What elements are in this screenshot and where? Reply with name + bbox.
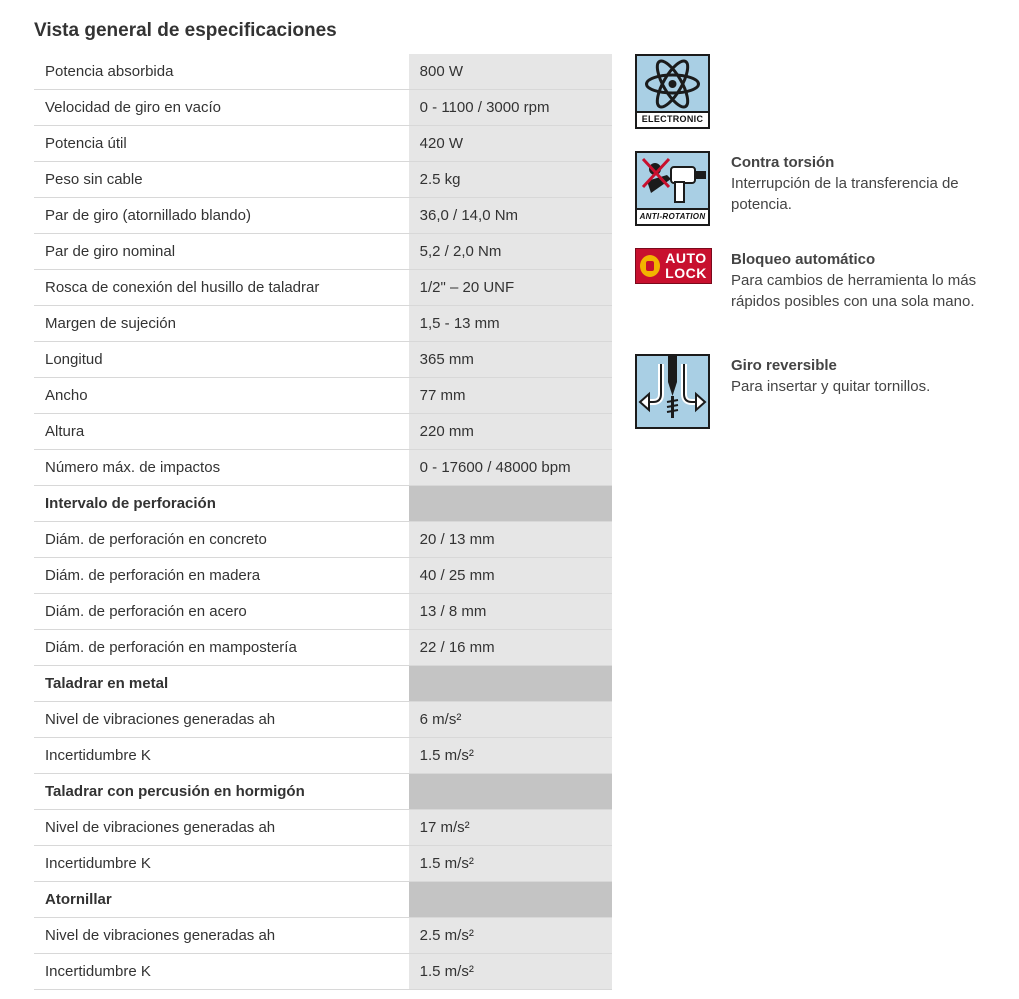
spec-label: Rosca de conexión del husillo de taladrar (34, 270, 409, 306)
spec-row (34, 702, 612, 738)
spec-value: 13 / 8 mm (409, 594, 612, 630)
spec-value (409, 882, 612, 918)
spec-value: 40 / 25 mm (409, 558, 612, 594)
spec-label: Incertidumbre K (34, 846, 409, 882)
auto-lock-label (662, 251, 710, 281)
spec-value (409, 666, 612, 702)
spec-row (34, 378, 612, 414)
section-row (34, 666, 612, 702)
spec-label: Nivel de vibraciones generadas ah (34, 702, 409, 738)
spec-label: Longitud (34, 342, 409, 378)
spec-label: Diám. de perforación en madera (34, 558, 409, 594)
anti-rotation-text (731, 152, 991, 215)
feature-title: Giro reversible (731, 357, 837, 374)
section-row (34, 774, 612, 810)
spec-value (409, 774, 612, 810)
auto-lock-line-2: LOCK (665, 265, 707, 281)
spec-value: 2.5 kg (409, 162, 612, 198)
spec-label: Incertidumbre K (34, 954, 409, 990)
spec-row (34, 414, 612, 450)
spec-value: 1.5 m/s² (409, 954, 612, 990)
spec-row (34, 234, 612, 270)
spec-row (34, 126, 612, 162)
spec-row (34, 90, 612, 126)
spec-label: Peso sin cable (34, 162, 409, 198)
spec-label: Margen de sujeción (34, 306, 409, 342)
spec-row (34, 522, 612, 558)
spec-value: 420 W (409, 126, 612, 162)
spec-row (34, 954, 612, 990)
anti-rotation-drill-icon (635, 151, 710, 226)
spec-label: Diám. de perforación en concreto (34, 522, 409, 558)
spec-value: 20 / 13 mm (409, 522, 612, 558)
spec-value: 800 W (409, 54, 612, 90)
spec-value: 22 / 16 mm (409, 630, 612, 666)
spec-value: 0 - 1100 / 3000 rpm (409, 90, 612, 126)
section-heading: Atornillar (34, 882, 409, 918)
section-row (34, 882, 612, 918)
spec-label: Número máx. de impactos (34, 450, 409, 486)
spec-label: Potencia útil (34, 126, 409, 162)
spec-row (34, 918, 612, 954)
page-title: Vista general de especificaciones (34, 20, 337, 41)
spec-label: Nivel de vibraciones generadas ah (34, 918, 409, 954)
spec-row (34, 306, 612, 342)
spec-row (34, 594, 612, 630)
spec-row (34, 738, 612, 774)
spec-value: 1/2" – 20 UNF (409, 270, 612, 306)
spec-value: 0 - 17600 / 48000 bpm (409, 450, 612, 486)
spec-label: Diám. de perforación en mampostería (34, 630, 409, 666)
section-row (34, 486, 612, 522)
specifications-table (34, 54, 612, 990)
reversible-text (731, 355, 991, 397)
spec-value: 6 m/s² (409, 702, 612, 738)
spec-row (34, 846, 612, 882)
spec-value: 17 m/s² (409, 810, 612, 846)
reverse-rotation-arrows-icon (635, 354, 710, 429)
anti-rotation-caption: ANTI-ROTATION (637, 208, 708, 224)
section-heading: Taladrar en metal (34, 666, 409, 702)
auto-lock-text (731, 249, 991, 312)
spec-value: 77 mm (409, 378, 612, 414)
spec-row (34, 810, 612, 846)
spec-value: 1.5 m/s² (409, 738, 612, 774)
lock-badge-icon (640, 255, 660, 277)
spec-label: Par de giro (atornillado blando) (34, 198, 409, 234)
section-heading: Taladrar con percusión en hormigón (34, 774, 409, 810)
atom-icon (635, 54, 710, 129)
auto-lock-icon (635, 248, 712, 284)
feature-title: Contra torsión (731, 154, 835, 171)
spec-label: Diám. de perforación en acero (34, 594, 409, 630)
auto-lock-line-1: AUTO (665, 250, 707, 266)
spec-label: Potencia absorbida (34, 54, 409, 90)
feature-description: Para insertar y quitar tornillos. (731, 378, 931, 395)
spec-label: Velocidad de giro en vacío (34, 90, 409, 126)
spec-label: Nivel de vibraciones generadas ah (34, 810, 409, 846)
spec-label: Altura (34, 414, 409, 450)
spec-row (34, 630, 612, 666)
spec-value: 5,2 / 2,0 Nm (409, 234, 612, 270)
spec-value: 1,5 - 13 mm (409, 306, 612, 342)
spec-row (34, 270, 612, 306)
spec-row (34, 162, 612, 198)
feature-title: Bloqueo automático (731, 251, 876, 268)
spec-value (409, 486, 612, 522)
spec-label: Par de giro nominal (34, 234, 409, 270)
spec-value: 365 mm (409, 342, 612, 378)
spec-value: 36,0 / 14,0 Nm (409, 198, 612, 234)
spec-label: Ancho (34, 378, 409, 414)
electronic-caption: ELECTRONIC (637, 111, 708, 127)
feature-description: Interrupción de la transferencia de potencia. (731, 175, 959, 213)
spec-row (34, 558, 612, 594)
spec-value: 1.5 m/s² (409, 846, 612, 882)
spec-row (34, 198, 612, 234)
section-heading: Intervalo de perforación (34, 486, 409, 522)
spec-row (34, 342, 612, 378)
spec-row (34, 450, 612, 486)
spec-row (34, 54, 612, 90)
spec-label: Incertidumbre K (34, 738, 409, 774)
spec-value: 2.5 m/s² (409, 918, 612, 954)
spec-value: 220 mm (409, 414, 612, 450)
feature-description: Para cambios de herramienta lo más rápidos posibles con una sola mano. (731, 272, 977, 310)
